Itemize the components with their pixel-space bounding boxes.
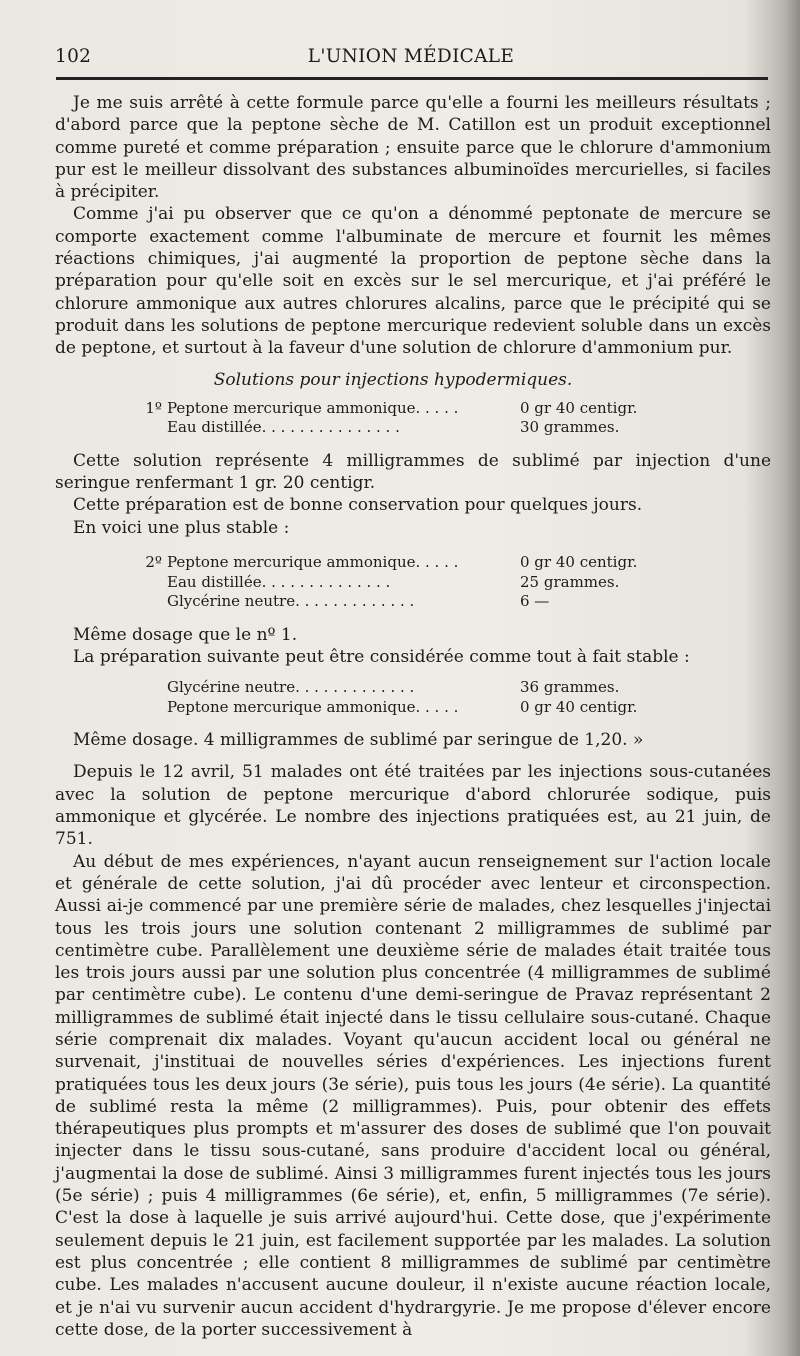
formula-quantity: 25 grammes. [520,572,620,591]
formula-quantity: 0 gr 40 centigr. [520,398,638,417]
paragraph-formula-choice: Je me suis arrêté à cette formule parce qu'elle a fourni les meilleurs résultats ; d'abord parce que la peptone sèche de M. Catillon est un produit exceptionnel comme pureté et comme préparation ; ensuite parce que le chlorure d'ammonium pur est le meilleur dissolvant des substances albuminoïdes mercurielles, si faciles à précipiter. [55,93,771,203]
formula-row [55,698,771,718]
formula-number [55,678,167,698]
spacer [55,751,771,761]
formula-row [55,678,771,698]
formula-ingredient: Glycérine neutre. . . . . . . . . . . . . [167,592,415,611]
formula-row [55,573,771,593]
formula-number: 2º [145,553,162,572]
paragraph-peptonate: Comme j'ai pu observer que ce qu'on a dénommé peptonate de mercure se comporte exactement comme l'albuminate de mercure et fournit les mêmes réactions chimiques, j'ai augmenté la proportion de peptone sèche dans la préparation pour qu'elle soit en excès sur le sel mercurique, et j'ai préféré le chlorure ammonique aux autres chlorures alcalins, parce que le précipité qui se produit dans les solutions de peptone mercurique redevient soluble dans un excès de peptone, et surtout à la faveur d'une solution de chlorure d'ammonium pur. [55,204,771,359]
article-body [55,92,771,1341]
formula-ingredient: Eau distillée. . . . . . . . . . . . . . [167,572,391,591]
paragraph-same-dosage: Même dosage que le nº 1. [73,624,298,645]
formula-row [55,592,771,612]
header-rule [56,77,768,80]
formula-quantity: 6 — [520,592,550,611]
paragraph-solution-dose: Cette solution représente 4 milligrammes de sublimé par injection d'une seringue renfermant 1 gr. 20 centigr. [55,450,771,494]
paragraph-stable-preparation: La préparation suivante peut être considérée comme tout à fait stable : [73,646,690,667]
formula-ingredient: Peptone mercurique ammonique. . . . . [167,553,459,572]
formula-number [55,698,167,718]
formula-quantity: 0 gr 40 centigr. [520,697,638,716]
paragraph-patients-treated: Depuis le 12 avril, 51 malades ont été traitées par les injections sous-cutanées avec la solution de peptone mercurique d'abord chlorurée sodique, puis ammonique et glycérée. Le nombre des injections pratiquées est, au 21 juin, de 751. [55,762,771,850]
formula-number [55,573,167,593]
formula-1 [55,399,771,438]
page-number: 102 [55,46,92,67]
formula-2 [55,553,771,612]
paragraph-experiments: Au début de mes expériences, n'ayant aucun renseignement sur l'action locale et générale de cette solution, j'ai dû procéder avec lenteur et circonspection. Aussi ai-je commencé par une première série de malades, chez lesquelles j'injectai tous les trois jours une solution contenant 2 milligrammes de sublimé par centimètre cube. Parallèlement une deuxième série de malades était traitée tous les trois jours aussi par une solution plus concentrée (4 milligrammes de sublimé par centimètre cube). Le contenu d'une demi-seringue de Pravaz représentant 2 milligrammes de sublimé était injecté dans le tissu cellulaire sous-cutané. Chaque série comprenait dix malades. Voyant qu'aucun accident local ou général ne survenait, j'instituai de nouvelles séries d'expériences. Les injections furent pratiquées tous les deux jours (3e série), puis tous les jours (4e série). La quantité de sublimé resta la même (2 milligrammes). Puis, pour obtenir des effets thérapeutiques plus prompts et m'assurer des doses de sublimé que l'on pouvait injecter dans le tissu sous-cutané, sans produire d'accident local ou général, j'augmentai la dose de sublimé. Ainsi 3 milligrammes furent injectés tous les jours (5e série) ; puis 4 milligrammes (6e série), et, enfin, 5 milligrammes (7e série). C'est la dose à laquelle je suis arrivé aujourd'hui. Cette dose, que j'expérimente seulement depuis le 21 juin, est facilement supportée par les malades. La solution est plus concentrée ; elle contient 8 milligrammes de sublimé par centimètre cube. Les malades n'accusent aucune douleur, il n'existe aucune réaction locale, et je n'ai vu survenir aucun accident d'hydrargyrie. Je me propose d'élever encore cette dose, de la porter successivement à [55,851,771,1340]
formula-number [55,592,167,612]
formula-ingredient: Peptone mercurique ammonique. . . . . [167,398,459,417]
formula-quantity: 30 grammes. [520,418,620,437]
paragraph-more-stable: En voici une plus stable : [73,517,290,538]
formula-ingredient: Eau distillée. . . . . . . . . . . . . . . [167,418,400,437]
formula-number [55,418,167,438]
journal-title: L'UNION MÉDICALE [307,46,515,67]
formula-quantity: 0 gr 40 centigr. [520,553,638,572]
section-title: Solutions pour injections hypodermiques. [213,369,573,390]
formula-row [55,399,771,419]
formula-row [55,418,771,438]
formula-row [55,553,771,573]
paragraph-conservation: Cette préparation est de bonne conservation pour quelques jours. [73,495,643,516]
formula-quantity: 36 grammes. [520,678,620,697]
paragraph-same-dosage-syringe: Même dosage. 4 milligrammes de sublimé par seringue de 1,20. » [73,730,644,751]
formula-ingredient: Glycérine neutre. . . . . . . . . . . . . [167,678,415,697]
formula-number: 1º [145,398,162,417]
formula-ingredient: Peptone mercurique ammonique. . . . . [167,697,459,716]
formula-3 [55,678,771,717]
